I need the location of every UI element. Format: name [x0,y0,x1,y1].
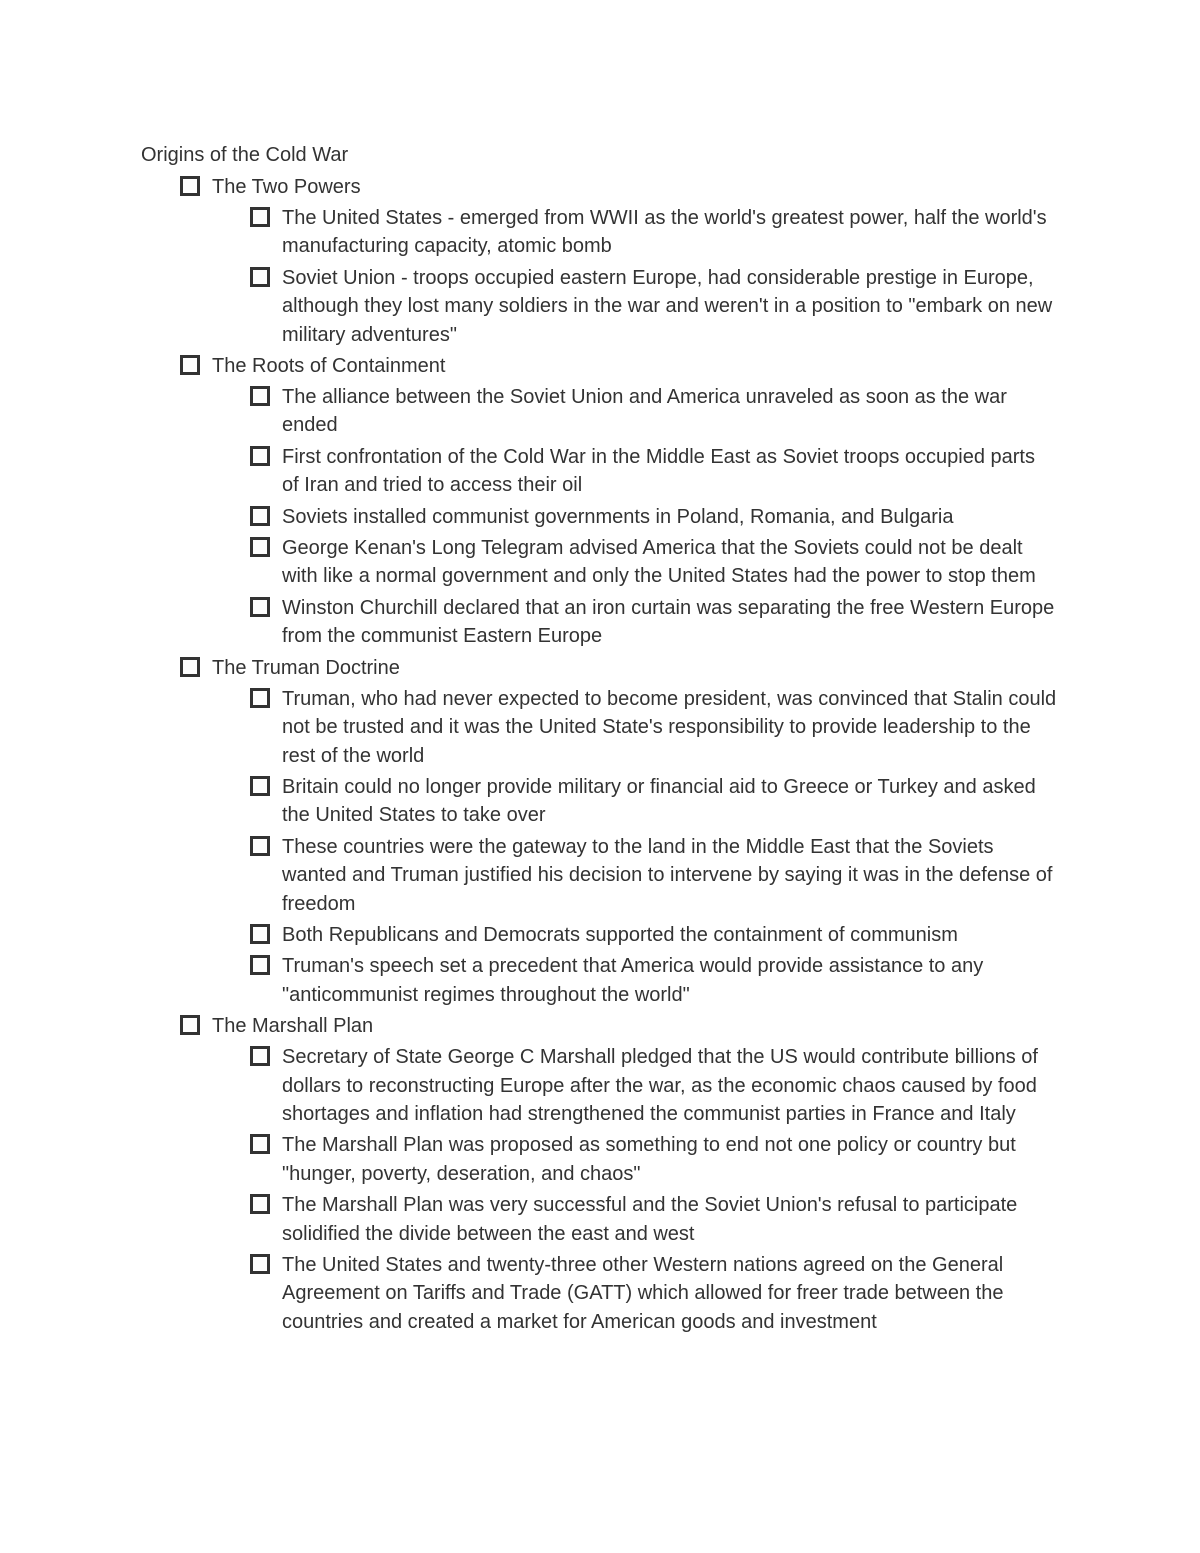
section-heading-row [0,352,1200,380]
item-text: The alliance between the Soviet Union and America unraveled as soon as the war ended [282,386,1007,437]
checkbox-icon[interactable] [180,657,200,677]
section-heading: The Roots of Containment [212,355,446,378]
outline-item [0,1251,1057,1336]
outline-section [0,654,1200,1009]
section-heading: The Truman Doctrine [212,656,400,679]
section-heading: The Two Powers [212,176,361,198]
checkbox-icon[interactable] [250,1046,270,1066]
item-text: Truman, who had never expected to become president, was convinced that Stalin could not be trusted and it was the United State's responsibility to provide leadership to the rest of the world [282,687,1057,767]
outline-item [0,833,1057,918]
item-text: The United States - emerged from WWII as the world's greatest power, half the world's manufacturing capacity, atomic bomb [282,207,1047,258]
outline-section [0,352,1200,651]
item-text: These countries were the gateway to the land in the Middle East that the Soviets wanted and Truman justified his decision to intervene by saying it was in the defense of freedom [282,835,1053,915]
checkbox-icon[interactable] [250,688,270,708]
item-text: Winston Churchill declared that an iron curtain was separating the free Western Europe from the communist Eastern Europe [282,596,1055,648]
outline-item [0,952,1057,1009]
outline-section [0,1012,1200,1336]
section-heading-row [0,654,1200,682]
item-text: The United States and twenty-three other Western nations agreed on the General Agreement on Tariffs and Trade (GATT) which allowed for freer trade between the countries and created a market for American goods and investment [282,1254,1004,1333]
checkbox-icon[interactable] [250,955,270,975]
outline-list [0,173,1200,1339]
checkbox-icon[interactable] [250,207,270,227]
outline-item [0,1043,1057,1128]
checkbox-icon[interactable] [250,1254,270,1274]
section-heading-row [0,1012,1200,1040]
item-text: Britain could no longer provide military or financial aid to Greece or Turkey and asked the United States to take over [282,775,1036,827]
checkbox-icon[interactable] [250,776,270,796]
section-heading: The Marshall Plan [212,1015,374,1038]
outline-item [0,383,1057,440]
outline-item [0,685,1057,770]
checkbox-icon[interactable] [250,836,270,856]
checkbox-icon[interactable] [250,924,270,944]
item-text: The Marshall Plan was proposed as something to end not one policy or country but "hunger, poverty, deseration, and chaos" [282,1134,1016,1185]
checkbox-icon[interactable] [250,1134,270,1154]
item-text: First confrontation of the Cold War in the Middle East as Soviet troops occupied parts of Iran and tried to access their oil [282,445,1035,497]
outline-item [0,1191,1057,1248]
section-heading-row [0,173,1200,201]
item-text: Secretary of State George C Marshall pledged that the US would contribute billions of dollars to reconstructing Europe after the war, as the economic chaos caused by food shortages and inflation had strengthened the communist parties in France and Italy [282,1046,1038,1125]
checkbox-icon[interactable] [180,355,200,375]
outline-item [0,204,1057,261]
item-text: Truman's speech set a precedent that America would provide assistance to any "anticommunist regimes throughout the world" [282,955,984,1006]
outline-item [0,534,1057,591]
checkbox-icon[interactable] [250,506,270,526]
checkbox-icon[interactable] [180,176,200,196]
item-text: The Marshall Plan was very successful and the Soviet Union's refusal to participate solidified the divide between the east and west [282,1194,1018,1245]
item-text: Soviets installed communist governments in Poland, Romania, and Bulgaria [282,505,954,528]
checkbox-icon[interactable] [180,1015,200,1035]
outline-item [0,443,1057,500]
checkbox-icon[interactable] [250,537,270,557]
outline-item [0,921,1057,949]
outline-item [0,264,1057,349]
checkbox-icon[interactable] [250,267,270,287]
item-text: Both Republicans and Democrats supported the containment of communism [282,923,958,946]
checkbox-icon[interactable] [250,446,270,466]
outline-item [0,594,1057,651]
checkbox-icon[interactable] [250,386,270,406]
checkbox-icon[interactable] [250,597,270,617]
outline-item [0,1131,1057,1188]
outline-section [0,173,1200,349]
item-text: Soviet Union - troops occupied eastern Europe, had considerable prestige in Europe, although they lost many soldiers in the war and weren't in a position to "embark on new military adventures" [282,266,1053,346]
document-title: Origins of the Cold War [141,144,349,166]
checkbox-icon[interactable] [250,1194,270,1214]
outline-item [0,503,1057,531]
item-text: George Kenan's Long Telegram advised America that the Soviets could not be dealt with like a normal government and only the United States had the power to stop them [282,537,1036,588]
outline-item [0,773,1057,830]
